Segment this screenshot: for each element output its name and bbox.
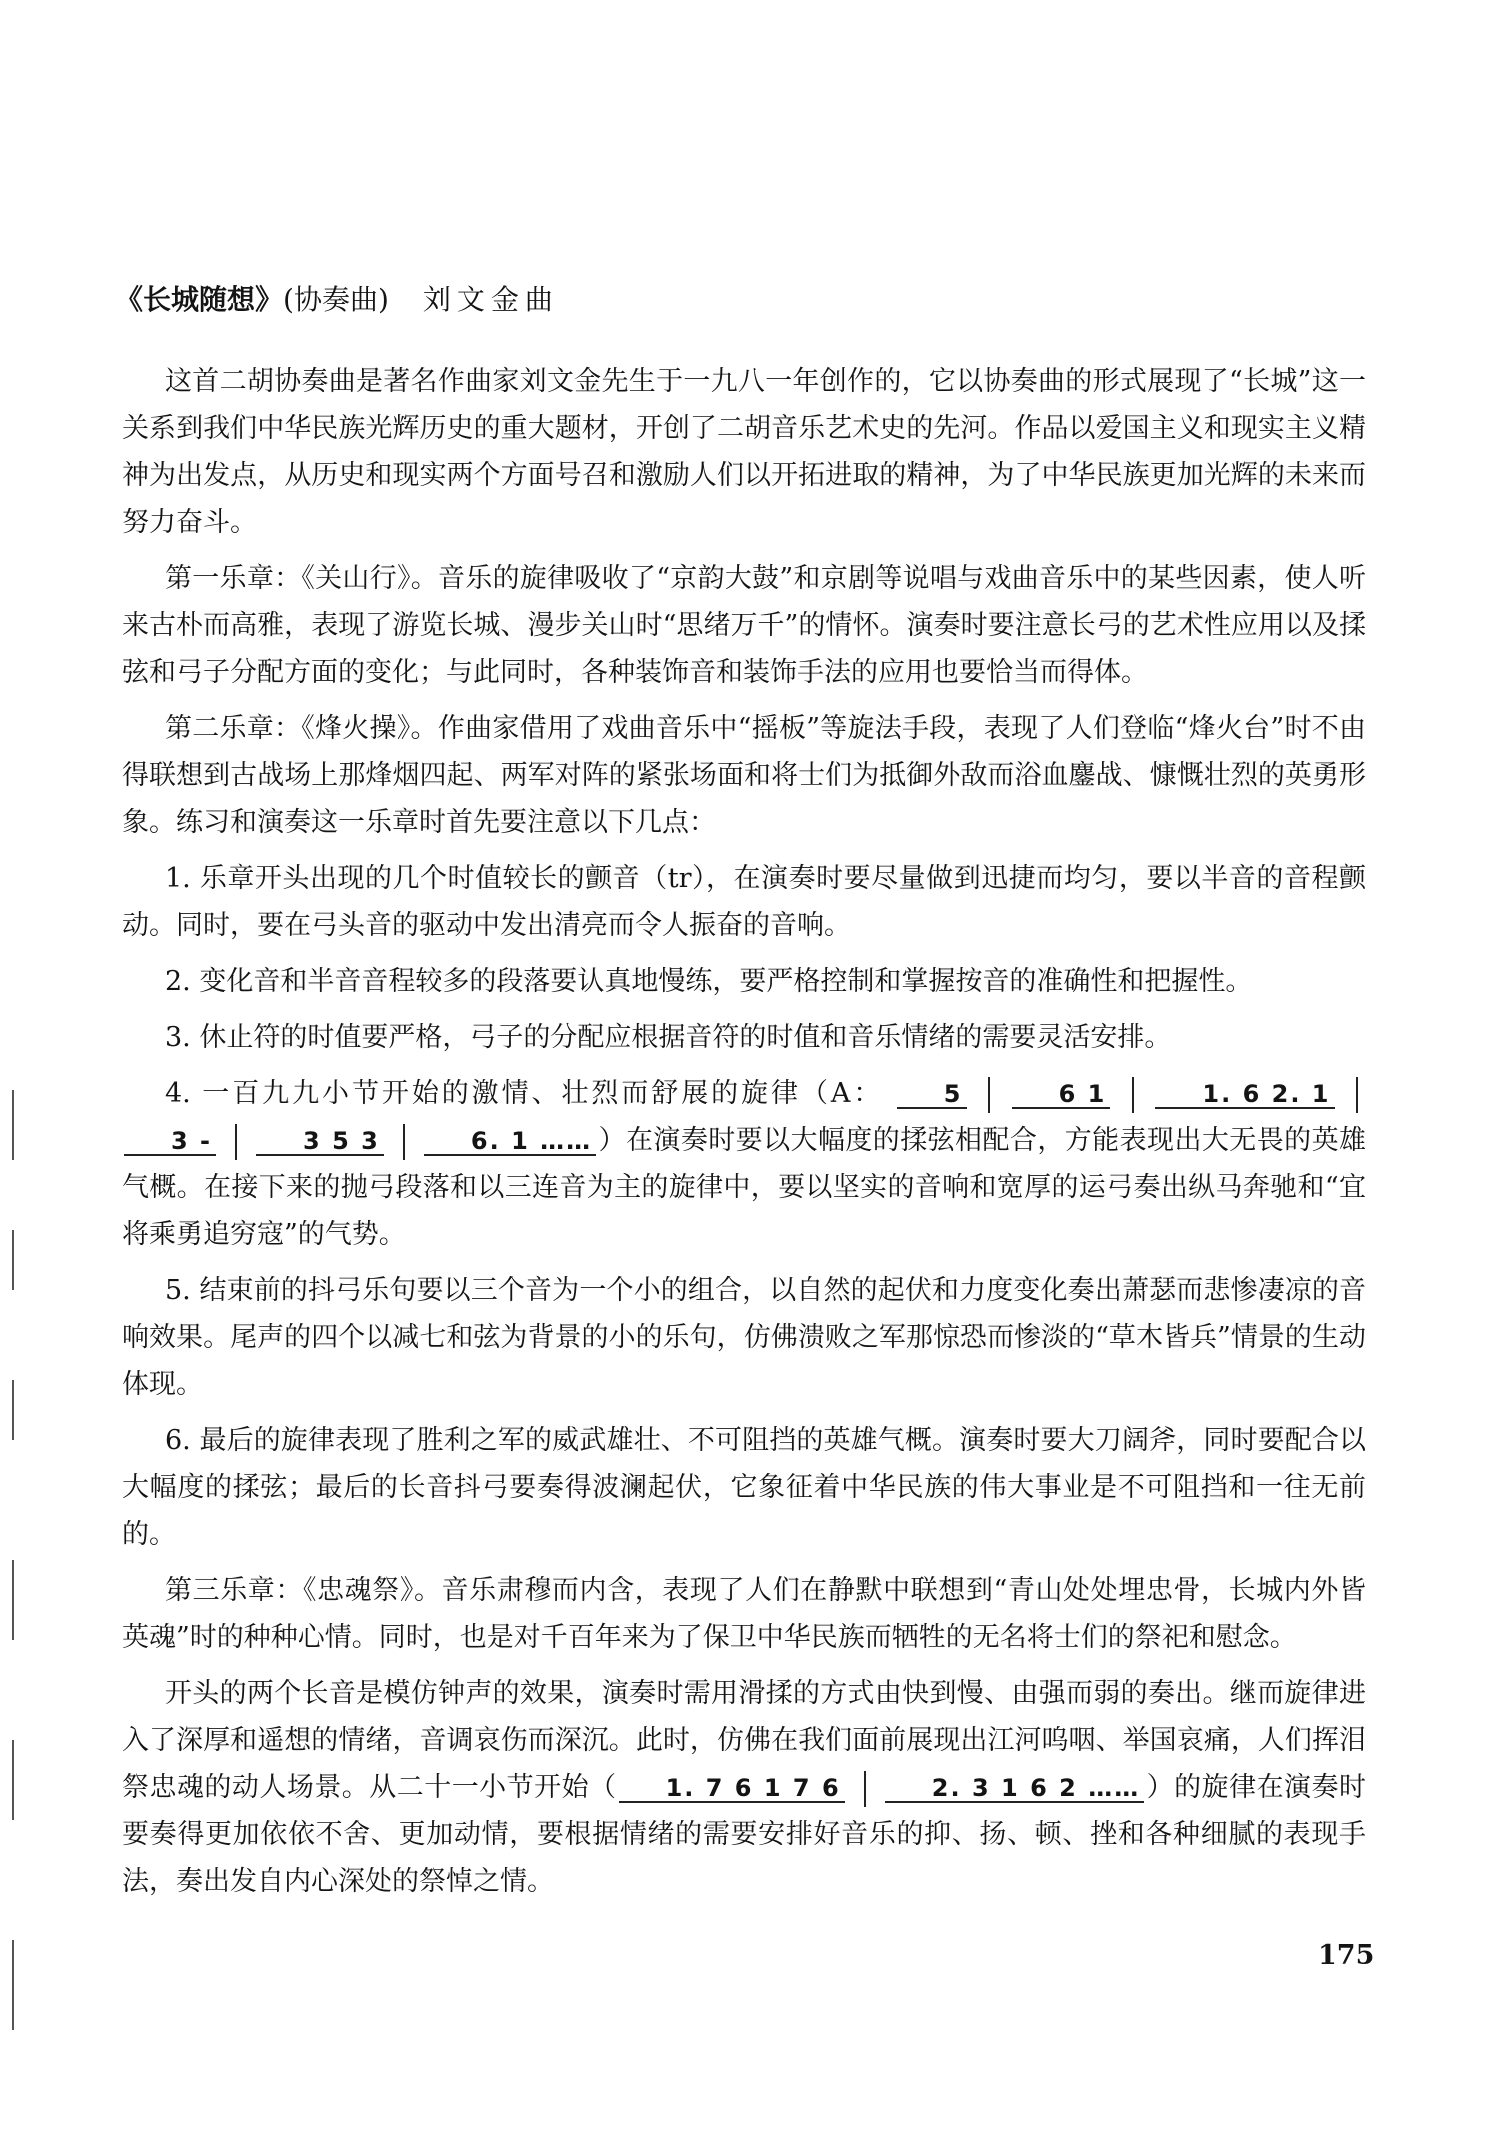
jianpu-notation: 1. 7 6 1 7 6 xyxy=(619,1775,845,1803)
scan-edge-line xyxy=(12,1380,14,1440)
bar-line xyxy=(235,1124,237,1160)
paragraph: 2. 变化音和半音音程较多的段落要认真地慢练，要严格控制和掌握按音的准确性和把握性。 xyxy=(165,966,1253,997)
bar-line xyxy=(1356,1077,1358,1113)
paragraph-text: ）的旋律在演奏时要奏得更加依依不舍、更加动情，要根据情绪的需要安排好音乐的抑、扬、顿、挫和各种细腻的表现手法，奏出发自内心深处的祭悼之情。 xyxy=(122,1772,1366,1897)
paragraph: 第三乐章：《忠魂祭》。音乐肃穆而内含，表现了人们在静默中联想到“青山处处埋忠骨，长城内外皆英魂”时的种种心情。同时，也是对千百年来为了保卫中华民族而牺牲的无名将士们的祭祀和慰念。 xyxy=(122,1575,1366,1653)
paragraph: 第一乐章：《关山行》。音乐的旋律吸收了“京韵大鼓”和京剧等说唱与戏曲音乐中的某些因素，使人听来古朴而高雅，表现了游览长城、漫步关山时“思绪万千”的情怀。演奏时要注意长弓的艺术性应用以及揉弦和弓子分配方面的变化；与此同时，各种装饰音和装饰手法的应用也要恰当而得体。 xyxy=(122,563,1366,688)
bar-line xyxy=(864,1771,866,1807)
paragraph-with-notation xyxy=(122,1070,1366,1258)
jianpu-notation: 3 - xyxy=(124,1128,216,1156)
paragraph-text: 开头的两个长音是模仿钟声的效果，演奏时需用滑揉的方式由快到慢、由强而弱的奏出。继而旋律进入了深厚和遥想的情绪，音调哀伤而深沉。此时，仿佛在我们面前展现出江河呜咽、举国哀痛，人们挥泪祭忠魂的动人场景。从二十一小节开始（ xyxy=(122,1678,1366,1803)
work-genre: (协奏曲) xyxy=(283,283,389,316)
paragraph: 第二乐章：《烽火操》。作曲家借用了戏曲音乐中“摇板”等旋法手段，表现了人们登临“烽火台”时不由得联想到古战场上那烽烟四起、两军对阵的紧张场面和将士们为抵御外敌而浴血鏖战、慷慨壮烈的英勇形象。练习和演奏这一乐章时首先要注意以下几点： xyxy=(122,713,1366,838)
paragraph-with-notation xyxy=(122,1670,1366,1905)
body-text xyxy=(122,358,1366,1914)
jianpu-notation: 6. 1 …… xyxy=(424,1128,596,1156)
jianpu-notation: 5 xyxy=(897,1081,967,1109)
paragraph: 这首二胡协奏曲是著名作曲家刘文金先生于一九八一年创作的，它以协奏曲的形式展现了“长城”这一关系到我们中华民族光辉历史的重大题材，开创了二胡音乐艺术史的先河。作品以爱国主义和现实主义精神为出发点，从历史和现实两个方面号召和激励人们以开拓进取的精神，为了中华民族更加光辉的未来而努力奋斗。 xyxy=(122,366,1366,538)
jianpu-notation: 6 1 xyxy=(1012,1081,1111,1109)
paragraph-text: ）在演奏时要以大幅度的揉弦相配合，方能表现出大无畏的英雄气概。在接下来的抛弓段落和以三连音为主的旋律中，要以坚实的音响和宽厚的运弓奏出纵马奔驰和“宜将乘勇追穷寇”的气势。 xyxy=(122,1125,1366,1250)
scan-edge-line xyxy=(12,1560,14,1640)
work-title: 《长城随想》 xyxy=(115,283,284,316)
bar-line xyxy=(403,1124,405,1160)
scan-edge-line xyxy=(12,1230,14,1290)
bar-line xyxy=(1132,1077,1134,1113)
paragraph-text: 4. 一百九九小节开始的激情、壮烈而舒展的旋律（A： xyxy=(165,1078,884,1109)
scan-edge-line xyxy=(12,1940,14,2030)
paragraph: 1. 乐章开头出现的几个时值较长的颤音（tr），在演奏时要尽量做到迅捷而均匀，要以半音的音程颤动。同时，要在弓头音的驱动中发出清亮而令人振奋的音响。 xyxy=(122,863,1366,941)
section-title xyxy=(115,278,559,318)
page-number: 175 xyxy=(1318,1940,1375,1971)
jianpu-notation: 2. 3 1 6 2 …… xyxy=(885,1775,1144,1803)
scan-edge-line xyxy=(12,1090,14,1160)
paragraph: 5. 结束前的抖弓乐句要以三个音为一个小的组合，以自然的起伏和力度变化奏出萧瑟而悲惨凄凉的音响效果。尾声的四个以减七和弦为背景的小的乐句，仿佛溃败之军那惊恐而惨淡的“草木皆兵”情景的生动体现。 xyxy=(122,1275,1366,1400)
jianpu-notation: 3 5 3 xyxy=(256,1128,384,1156)
paragraph: 3. 休止符的时值要严格，弓子的分配应根据音符的时值和音乐情绪的需要灵活安排。 xyxy=(165,1022,1172,1053)
jianpu-notation: 1. 6 2. 1 xyxy=(1155,1081,1334,1109)
bar-line xyxy=(988,1077,990,1113)
paragraph: 6. 最后的旋律表现了胜利之军的威武雄壮、不可阻挡的英雄气概。演奏时要大刀阔斧，同时要配合以大幅度的揉弦；最后的长音抖弓要奏得波澜起伏，它象征着中华民族的伟大事业是不可阻挡和一往无前的。 xyxy=(122,1425,1366,1550)
composer: 刘文金曲 xyxy=(422,283,559,316)
scan-edge-line xyxy=(12,1740,14,1820)
